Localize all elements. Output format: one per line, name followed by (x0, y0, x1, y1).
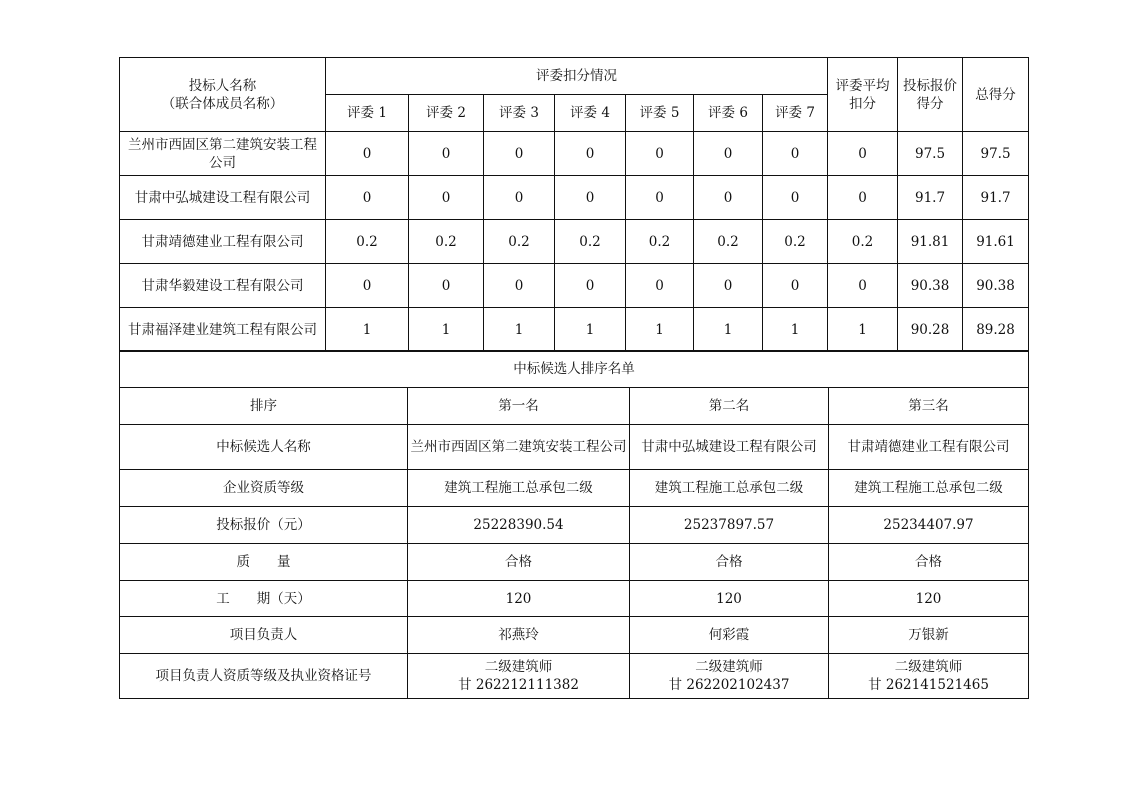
qualification-cell: 二级建筑师 甘 262202102437 (630, 654, 829, 699)
judge-deduction-cell: 0.2 (409, 220, 484, 264)
total-score-cell: 89.28 (963, 308, 1029, 352)
judge-deduction-cell: 0.2 (763, 220, 828, 264)
ranking-title: 中标候选人排序名单 (120, 351, 1029, 388)
ranking-value-cell: 第二名 (630, 388, 829, 425)
score-row (120, 176, 1029, 220)
header-judge: 评委 5 (626, 95, 694, 132)
ranking-row-label: 质 量 (120, 544, 408, 581)
ranking-value-cell: 建筑工程施工总承包二级 (630, 470, 829, 507)
avg-deduction-cell: 0 (828, 132, 898, 176)
ranking-row-label: 排序 (120, 388, 408, 425)
candidate-ranking-table (119, 350, 1029, 699)
ranking-row-label: 企业资质等级 (120, 470, 408, 507)
avg-deduction-cell: 0 (828, 264, 898, 308)
score-row (120, 308, 1029, 352)
qualification-label: 项目负责人资质等级及执业资格证号 (120, 654, 408, 699)
ranking-value-cell: 万银新 (829, 617, 1029, 654)
price-score-cell: 97.5 (898, 132, 963, 176)
bidder-name-cell: 甘肃福泽建业建筑工程有限公司 (120, 308, 326, 352)
ranking-value-cell: 甘肃中弘城建设工程有限公司 (630, 425, 829, 470)
header-avg-deduction: 评委平均扣分 (828, 58, 898, 132)
judge-deduction-cell: 0 (409, 264, 484, 308)
judge-deduction-cell: 0 (484, 176, 555, 220)
judge-deduction-cell: 1 (763, 308, 828, 352)
ranking-value-cell: 25237897.57 (630, 507, 829, 544)
bidder-name-cell: 甘肃靖德建业工程有限公司 (120, 220, 326, 264)
judge-deduction-cell: 0 (763, 132, 828, 176)
ranking-row (120, 617, 1029, 654)
price-score-cell: 90.28 (898, 308, 963, 352)
qualification-cell: 二级建筑师 甘 262141521465 (829, 654, 1029, 699)
judge-deduction-cell: 1 (409, 308, 484, 352)
ranking-row-label: 工 期（天） (120, 581, 408, 617)
ranking-row (120, 581, 1029, 617)
score-row (120, 220, 1029, 264)
bid-score-table (119, 57, 1029, 352)
ranking-row-label: 中标候选人名称 (120, 425, 408, 470)
judge-deduction-cell: 0 (326, 176, 409, 220)
total-score-cell: 91.61 (963, 220, 1029, 264)
header-judge: 评委 3 (484, 95, 555, 132)
judge-deduction-cell: 0 (763, 176, 828, 220)
judge-deduction-cell: 0.2 (555, 220, 626, 264)
judge-deduction-cell: 0 (555, 132, 626, 176)
ranking-value-cell: 第三名 (829, 388, 1029, 425)
judge-deduction-cell: 0 (484, 132, 555, 176)
ranking-row-label: 项目负责人 (120, 617, 408, 654)
total-score-cell: 90.38 (963, 264, 1029, 308)
judge-deduction-cell: 0 (626, 264, 694, 308)
ranking-value-cell: 祁燕玲 (408, 617, 630, 654)
score-row (120, 264, 1029, 308)
ranking-value-cell: 25234407.97 (829, 507, 1029, 544)
qualification-cell: 二级建筑师 甘 262212111382 (408, 654, 630, 699)
judge-deduction-cell: 0.2 (694, 220, 763, 264)
ranking-value-cell: 合格 (829, 544, 1029, 581)
total-score-cell: 91.7 (963, 176, 1029, 220)
judge-deduction-cell: 0 (409, 176, 484, 220)
judge-deduction-cell: 1 (555, 308, 626, 352)
price-score-cell: 90.38 (898, 264, 963, 308)
ranking-value-cell: 合格 (408, 544, 630, 581)
ranking-row (120, 544, 1029, 581)
ranking-value-cell: 120 (408, 581, 630, 617)
ranking-value-cell: 何彩霞 (630, 617, 829, 654)
header-judge: 评委 6 (694, 95, 763, 132)
header-judge: 评委 1 (326, 95, 409, 132)
ranking-value-cell: 25228390.54 (408, 507, 630, 544)
judge-deduction-cell: 0 (409, 132, 484, 176)
judge-deduction-cell: 0 (626, 132, 694, 176)
avg-deduction-cell: 0.2 (828, 220, 898, 264)
header-judge: 评委 7 (763, 95, 828, 132)
ranking-value-cell: 120 (630, 581, 829, 617)
judge-deduction-cell: 0 (694, 176, 763, 220)
ranking-value-cell: 甘肃靖德建业工程有限公司 (829, 425, 1029, 470)
judge-deduction-cell: 0 (484, 264, 555, 308)
judge-deduction-cell: 1 (484, 308, 555, 352)
header-bidder-name: 投标人名称 （联合体成员名称） (120, 58, 326, 132)
bidder-name-cell: 甘肃华毅建设工程有限公司 (120, 264, 326, 308)
ranking-value-cell: 第一名 (408, 388, 630, 425)
bidder-name-cell: 兰州市西固区第二建筑安装工程公司 (120, 132, 326, 176)
ranking-row-label: 投标报价（元） (120, 507, 408, 544)
ranking-value-cell: 合格 (630, 544, 829, 581)
judge-deduction-cell: 0 (763, 264, 828, 308)
ranking-row (120, 507, 1029, 544)
judge-deduction-cell: 0 (555, 264, 626, 308)
header-judge: 评委 4 (555, 95, 626, 132)
judge-deduction-cell: 0 (555, 176, 626, 220)
judge-deduction-cell: 0 (694, 132, 763, 176)
ranking-value-cell: 兰州市西固区第二建筑安装工程公司 (408, 425, 630, 470)
judge-deduction-cell: 1 (694, 308, 763, 352)
judge-deduction-cell: 0.2 (326, 220, 409, 264)
judge-deduction-cell: 0 (326, 132, 409, 176)
header-total-score: 总得分 (963, 58, 1029, 132)
avg-deduction-cell: 0 (828, 176, 898, 220)
ranking-row (120, 470, 1029, 507)
judge-deduction-cell: 0 (626, 176, 694, 220)
avg-deduction-cell: 1 (828, 308, 898, 352)
judge-deduction-cell: 1 (326, 308, 409, 352)
qualification-row (120, 654, 1029, 699)
judge-deduction-cell: 0 (694, 264, 763, 308)
ranking-value-cell: 建筑工程施工总承包二级 (829, 470, 1029, 507)
judge-deduction-cell: 0.2 (484, 220, 555, 264)
ranking-value-cell: 建筑工程施工总承包二级 (408, 470, 630, 507)
header-bid-price-score: 投标报价得分 (898, 58, 963, 132)
judge-deduction-cell: 0.2 (626, 220, 694, 264)
ranking-row (120, 388, 1029, 425)
total-score-cell: 97.5 (963, 132, 1029, 176)
ranking-value-cell: 120 (829, 581, 1029, 617)
judge-deduction-cell: 0 (326, 264, 409, 308)
header-deduction-group: 评委扣分情况 (326, 58, 828, 95)
judge-deduction-cell: 1 (626, 308, 694, 352)
ranking-row (120, 425, 1029, 470)
price-score-cell: 91.7 (898, 176, 963, 220)
header-judge: 评委 2 (409, 95, 484, 132)
price-score-cell: 91.81 (898, 220, 963, 264)
bidder-name-cell: 甘肃中弘城建设工程有限公司 (120, 176, 326, 220)
score-row (120, 132, 1029, 176)
